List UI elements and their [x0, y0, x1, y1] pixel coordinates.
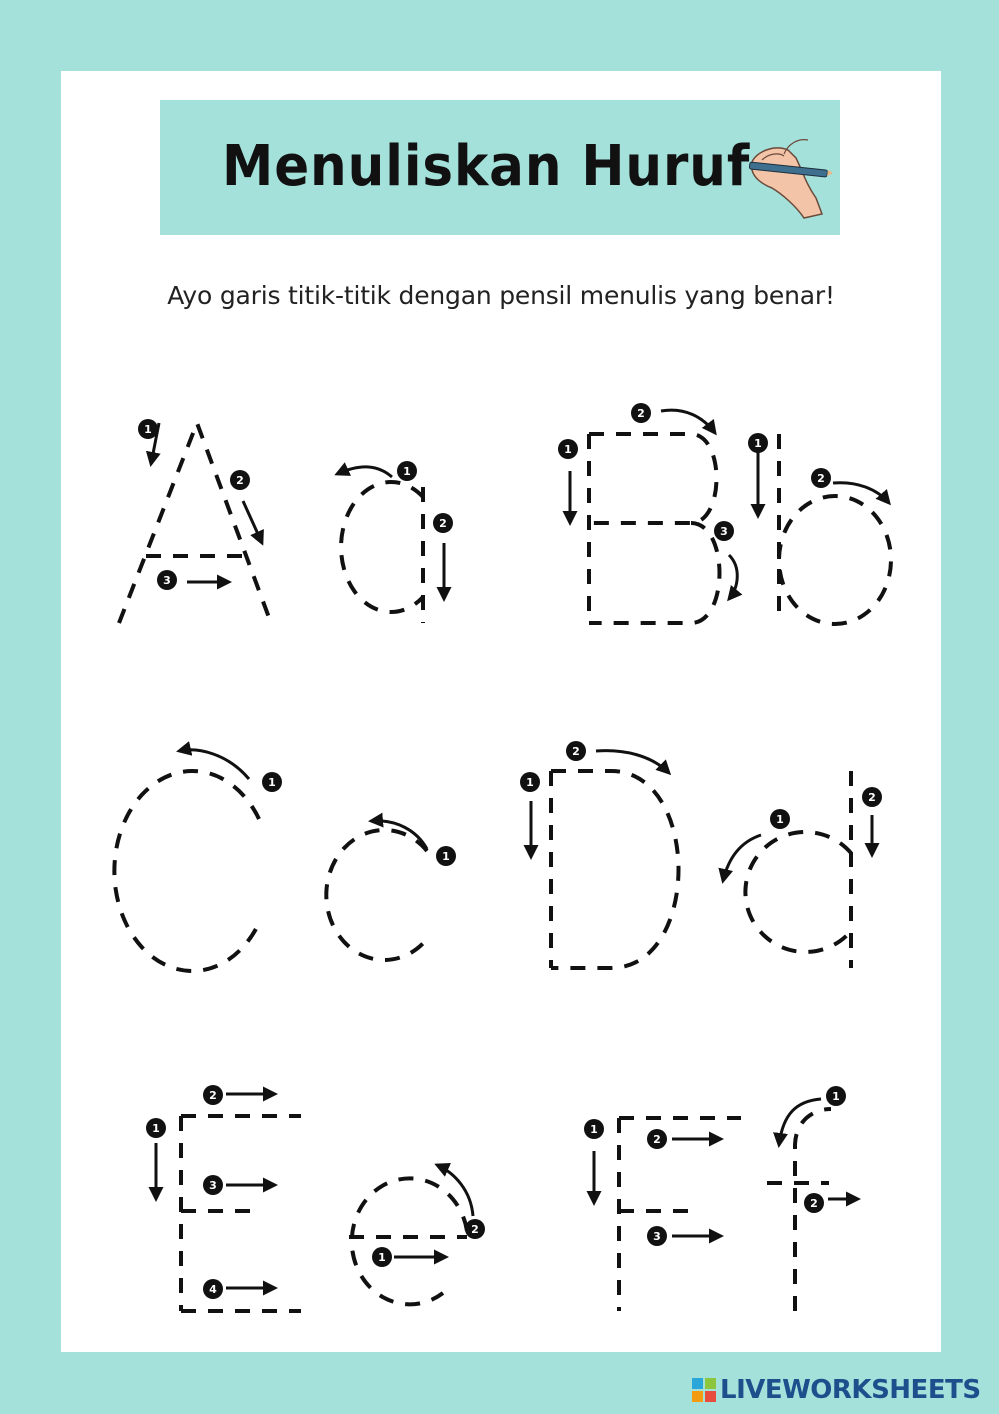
svg-text:1: 1	[564, 443, 572, 456]
stroke-order-number	[584, 1119, 604, 1139]
stroke-order-number	[397, 461, 417, 481]
letter-group-ee	[146, 1085, 485, 1311]
stroke-order-number	[203, 1175, 223, 1195]
svg-text:1: 1	[776, 813, 784, 826]
svg-text:1: 1	[403, 465, 411, 478]
stroke-order-number	[566, 741, 586, 761]
svg-text:3: 3	[653, 1230, 661, 1243]
stroke-order-number	[826, 1086, 846, 1106]
letter-group-dd	[520, 741, 882, 968]
svg-text:2: 2	[810, 1197, 818, 1210]
dotted-tracing-stroke[interactable]	[352, 1178, 467, 1304]
brand-footer[interactable]	[692, 1374, 981, 1406]
stroke-order-number	[714, 521, 734, 541]
stroke-order-number	[770, 809, 790, 829]
svg-text:2: 2	[209, 1089, 217, 1102]
svg-text:2: 2	[868, 791, 876, 804]
stroke-order-number	[157, 570, 177, 590]
worksheet-page	[61, 71, 941, 1352]
svg-text:2: 2	[439, 517, 447, 530]
stroke-order-number	[558, 439, 578, 459]
stroke-order-number	[804, 1193, 824, 1213]
dotted-tracing-stroke[interactable]	[589, 434, 717, 523]
stroke-order-number	[433, 513, 453, 533]
instruction-text: Ayo garis titik-titik dengan pensil menulis yang benar!	[167, 281, 835, 310]
svg-text:4: 4	[209, 1283, 217, 1296]
svg-text:1: 1	[526, 776, 534, 789]
stroke-order-number	[262, 772, 282, 792]
stroke-order-number	[647, 1226, 667, 1246]
svg-text:3: 3	[163, 574, 171, 587]
svg-text:1: 1	[754, 437, 762, 450]
letter-group-aa	[119, 419, 453, 623]
page-title: Menuliskan Huruf	[222, 134, 751, 199]
stroke-order-number	[230, 470, 250, 490]
stroke-direction-arrow-icon	[243, 501, 262, 543]
svg-text:1: 1	[268, 776, 276, 789]
stroke-order-number	[203, 1085, 223, 1105]
stroke-order-number	[631, 403, 651, 423]
svg-text:2: 2	[471, 1223, 479, 1236]
dotted-tracing-stroke[interactable]	[114, 771, 259, 971]
svg-text:2: 2	[817, 472, 825, 485]
letter-group-ff	[584, 1086, 858, 1311]
svg-text:3: 3	[209, 1179, 217, 1192]
stroke-direction-arrow-icon	[437, 1165, 473, 1216]
svg-text:1: 1	[378, 1251, 386, 1264]
stroke-order-number	[520, 772, 540, 792]
liveworksheets-logo-icon	[692, 1378, 716, 1402]
dotted-tracing-stroke[interactable]	[326, 830, 427, 960]
stroke-order-number	[146, 1118, 166, 1138]
svg-text:2: 2	[236, 474, 244, 487]
stroke-direction-arrow-icon	[729, 555, 737, 599]
dotted-tracing-stroke[interactable]	[745, 832, 851, 952]
svg-text:2: 2	[653, 1133, 661, 1146]
stroke-order-number	[862, 787, 882, 807]
svg-text:1: 1	[590, 1123, 598, 1136]
dotted-tracing-stroke[interactable]	[551, 771, 679, 968]
stroke-order-number	[372, 1247, 392, 1267]
stroke-order-number	[203, 1279, 223, 1299]
stroke-order-number	[647, 1129, 667, 1149]
dotted-tracing-stroke[interactable]	[589, 523, 720, 623]
stroke-direction-arrow-icon	[833, 483, 889, 503]
stroke-direction-arrow-icon	[337, 467, 392, 477]
stroke-direction-arrow-icon	[661, 410, 715, 433]
svg-text:1: 1	[144, 423, 152, 436]
letter-group-cc	[114, 750, 456, 971]
svg-text:1: 1	[442, 850, 450, 863]
svg-text:2: 2	[637, 407, 645, 420]
dotted-tracing-stroke[interactable]	[341, 482, 423, 612]
brand-name: LIVEWORKSHEETS	[720, 1375, 981, 1405]
dotted-tracing-stroke[interactable]	[779, 496, 891, 624]
stroke-order-number	[748, 433, 768, 453]
tracing-area	[61, 71, 941, 1352]
stroke-direction-arrow-icon	[779, 1099, 821, 1145]
stroke-order-number	[138, 419, 158, 439]
svg-text:2: 2	[572, 745, 580, 758]
stroke-order-number	[436, 846, 456, 866]
svg-text:1: 1	[832, 1090, 840, 1103]
dotted-tracing-stroke[interactable]	[119, 423, 271, 623]
svg-text:3: 3	[720, 525, 728, 538]
stroke-order-number	[811, 468, 831, 488]
letter-group-bb	[558, 403, 891, 624]
svg-text:1: 1	[152, 1122, 160, 1135]
stroke-order-number	[465, 1219, 485, 1239]
